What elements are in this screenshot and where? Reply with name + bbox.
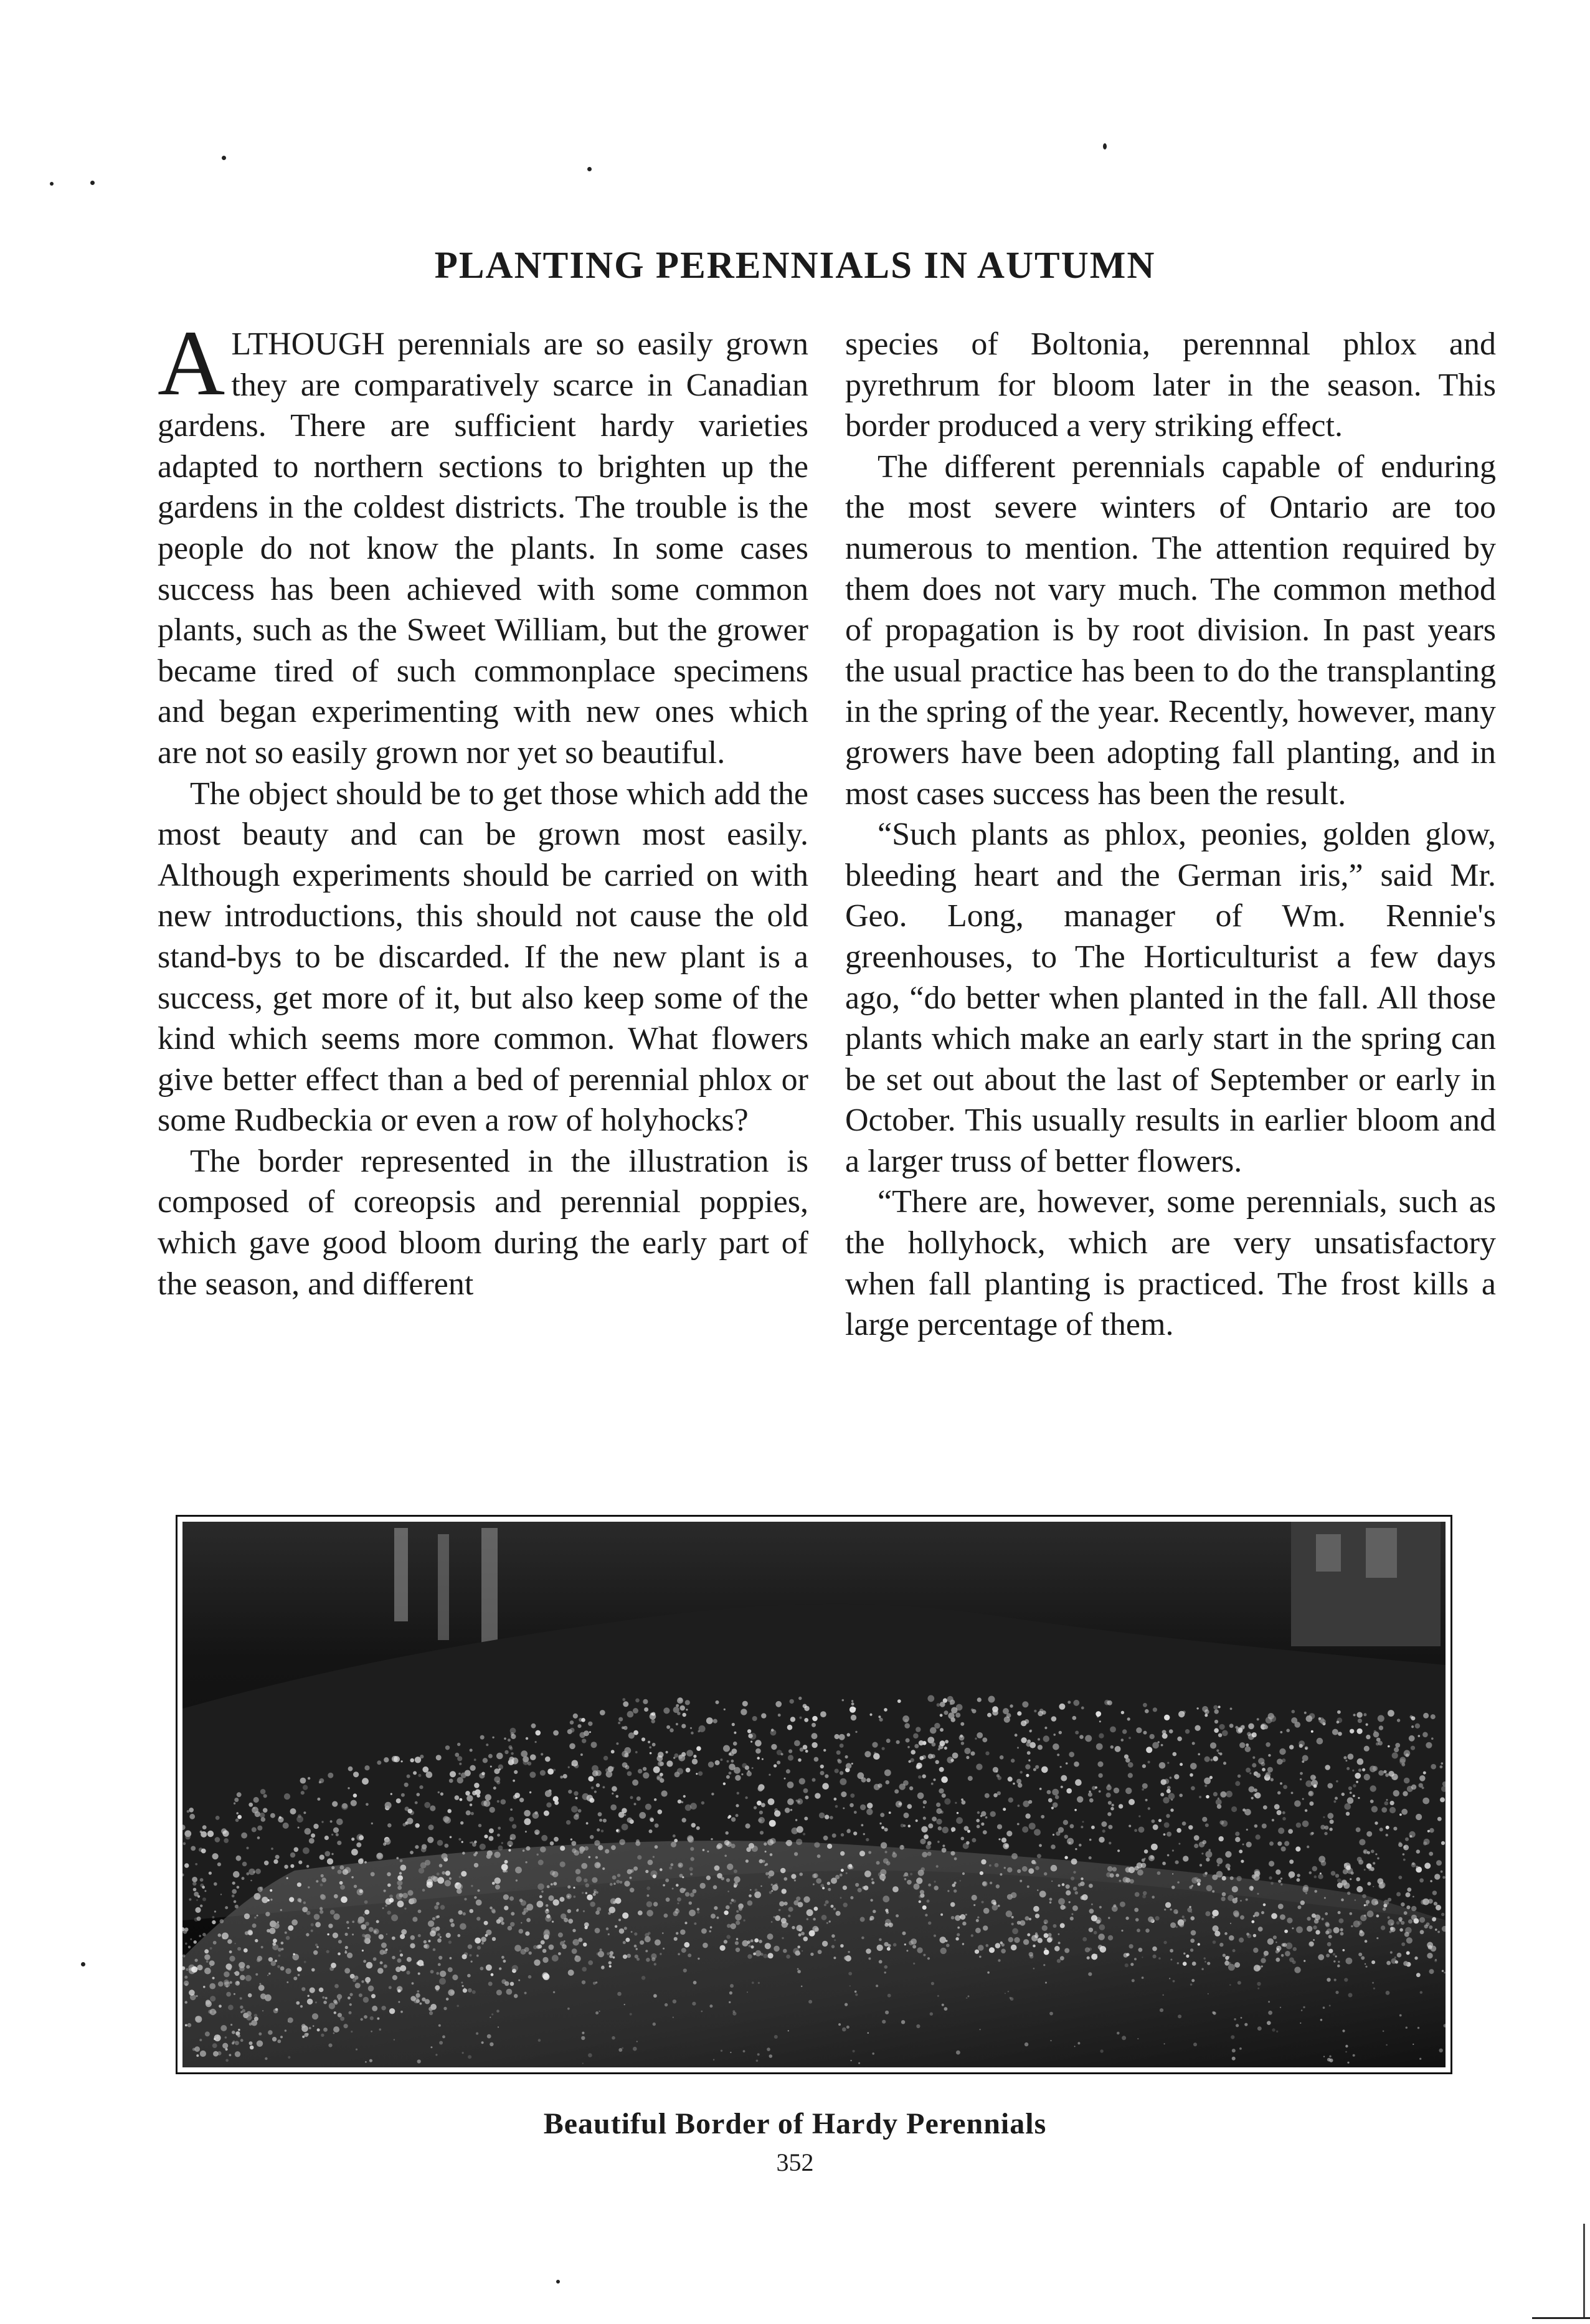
article-title: PLANTING PERENNIALS IN AUTUMN <box>434 245 1156 287</box>
garden-border-photo <box>176 1515 1452 2074</box>
paragraph: The border represented in the illustration is composed of coreopsis and perennial poppies, which gave good bloom during the early part of the season, and different <box>158 1143 808 1302</box>
paragraph <box>158 311 808 774</box>
edge-mark <box>1583 2224 1585 2317</box>
print-speck <box>1103 143 1107 149</box>
print-speck <box>222 156 226 160</box>
print-speck <box>90 181 95 185</box>
photo-image <box>182 1522 1446 2067</box>
print-speck <box>81 1962 85 1966</box>
print-speck <box>556 2280 560 2284</box>
print-speck <box>50 182 54 186</box>
paragraph-text: LTHOUGH perennials are so easily grown they are comparatively scarce in Canadian gardens. There are sufficient hardy varieties adapted to northern sections to brighten up the gardens in the coldest districts. The trouble is the people do not know the plants. In some cases success has been achieved with some common plants, such as the Sweet William, but the grower became tired of such commonplace specimens and began experimenting with new ones which are not so easily grown nor yet so beautiful. <box>158 326 808 771</box>
right-column <box>845 324 1496 1345</box>
paragraph: The object should be to get those which add the most beauty and can be grown most easily. Although experiments should be carried on with new introductions, this should not cause the old stand-bys to be discarded. If the new plant is a success, get more of it, but also keep some of the kind which seems more common. What flowers give better effect than a bed of perennial phlox or some Rudbeckia or even a row of holyhocks? <box>158 775 808 1139</box>
edge-mark <box>1532 2317 1590 2319</box>
paragraph: “There are, however, some perennials, such as the hollyhock, which are very unsatisfactory when fall planting is practiced. The frost kills a large percentage of them. <box>845 1184 1496 1343</box>
left-column <box>158 311 808 1304</box>
drop-cap: A <box>158 311 225 415</box>
page-number: 352 <box>776 2148 814 2176</box>
paragraph: “Such plants as phlox, peonies, golden glow, bleeding heart and the German iris,” said Mr. Geo. Long, manager of Wm. Rennie's greenhouses, to The Horticulturist a few days ago, “do better when planted in the fall. All those plants which make an early start in the spring can be set out about the last of September or early in October. This usually results in earlier bloom and a larger truss of better flowers. <box>845 817 1496 1179</box>
print-speck <box>587 167 592 171</box>
paragraph: species of Boltonia, perennnal phlox and pyrethrum for bloom later in the season. This border produced a very striking effect. <box>845 326 1496 444</box>
paragraph: The different perennials capable of enduring the most severe winters of Ontario are too numerous to mention. The attention required by them does not vary much. The common method of propagation is by root division. In past years the usual practice has been to do the transplanting in the spring of the year. Recently, however, many growers have been adopting fall planting, and in most cases success has been the result. <box>845 448 1496 812</box>
figure-caption: Beautiful Border of Hardy Perennials <box>543 2107 1047 2140</box>
